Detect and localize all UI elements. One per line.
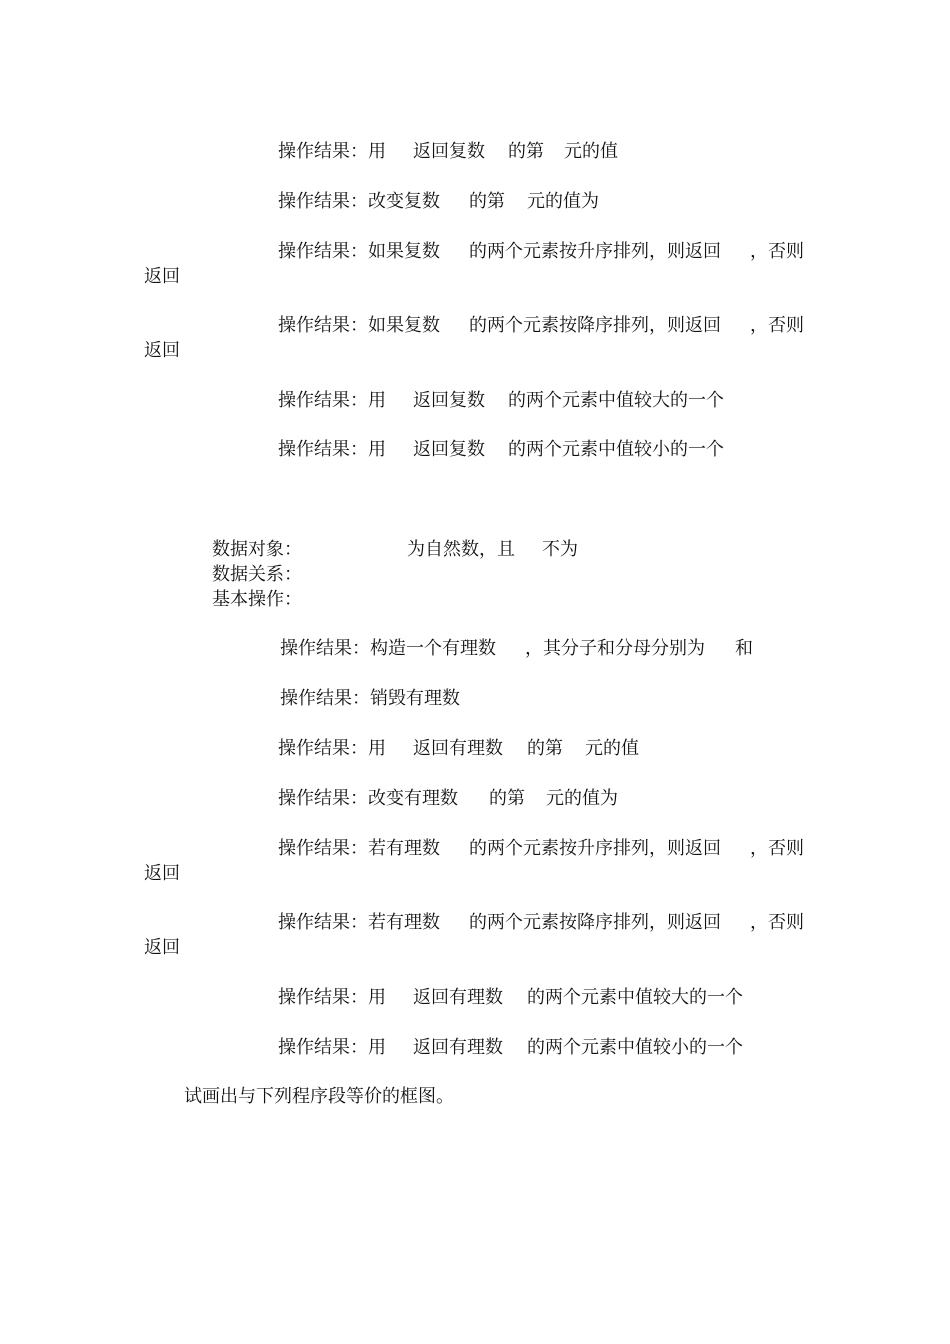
op-text: 的两个元素按升序排列，则返回 (469, 241, 721, 262)
data-relation-label: 数据关系： (212, 564, 302, 585)
op-text: 的第 (489, 788, 525, 809)
op-text: 的两个元素中值较小的一个 (508, 439, 724, 460)
op-text: 操作结果：若有理数 (278, 912, 440, 933)
op-text: ，否则 (750, 912, 804, 933)
op-text: 返回有理数 (413, 738, 503, 759)
op-text: ，否则 (750, 241, 804, 262)
op-text: 操作结果：改变有理数 (278, 788, 458, 809)
op-text: 和 (735, 638, 753, 659)
data-object-text: 为自然数，且 (407, 539, 515, 560)
basic-ops-label: 基本操作： (212, 589, 302, 610)
op-text: 的第 (527, 738, 563, 759)
op-text: 返回复数 (413, 439, 485, 460)
complex-op-descending-cont: 返回 (144, 340, 180, 361)
op-text: 操作结果：用 (278, 738, 386, 759)
op-text: 操作结果：销毁有理数 (280, 688, 460, 709)
question-text: 试画出与下列程序段等价的框图。 (184, 1086, 454, 1107)
op-text: 返回复数 (413, 141, 485, 162)
op-text: 操作结果：用 (278, 141, 386, 162)
rational-op-descending-cont: 返回 (144, 937, 180, 958)
data-object-label: 数据对象： (212, 539, 302, 560)
op-text: 操作结果：如果复数 (278, 241, 440, 262)
op-text: ，否则 (750, 315, 804, 336)
complex-op-min (278, 439, 724, 549)
complex-op-ascending-cont: 返回 (144, 266, 180, 287)
op-text: 返回有理数 (413, 1037, 503, 1058)
op-text: ，其分子和分母分别为 (525, 638, 705, 659)
op-text: 操作结果：用 (278, 390, 386, 411)
rational-op-ascending-cont: 返回 (144, 863, 180, 884)
op-text: ，否则 (750, 838, 804, 859)
op-text: 操作结果：如果复数 (278, 315, 440, 336)
op-text: 的两个元素按升序排列，则返回 (469, 838, 721, 859)
op-text: 操作结果：用 (278, 987, 386, 1008)
op-text: 返回复数 (413, 390, 485, 411)
op-text: 操作结果：构造一个有理数 (280, 638, 496, 659)
op-text: 的两个元素中值较小的一个 (527, 1037, 743, 1058)
op-text: 元的值为 (546, 788, 618, 809)
op-text: 操作结果：用 (278, 1037, 386, 1058)
op-text: 的第 (469, 191, 505, 212)
op-text: 的两个元素按降序排列，则返回 (469, 912, 721, 933)
op-text: 操作结果：用 (278, 439, 386, 460)
op-text: 的两个元素中值较大的一个 (508, 390, 724, 411)
op-text: 元的值为 (527, 191, 599, 212)
op-text: 的两个元素中值较大的一个 (527, 987, 743, 1008)
op-text: 元的值 (585, 738, 639, 759)
data-object-text: 不为 (542, 539, 578, 560)
op-text: 元的值 (564, 141, 618, 162)
op-text: 返回有理数 (413, 987, 503, 1008)
op-text: 操作结果：改变复数 (278, 191, 440, 212)
op-text: 操作结果：若有理数 (278, 838, 440, 859)
op-text: 的第 (508, 141, 544, 162)
op-text: 的两个元素按降序排列，则返回 (469, 315, 721, 336)
